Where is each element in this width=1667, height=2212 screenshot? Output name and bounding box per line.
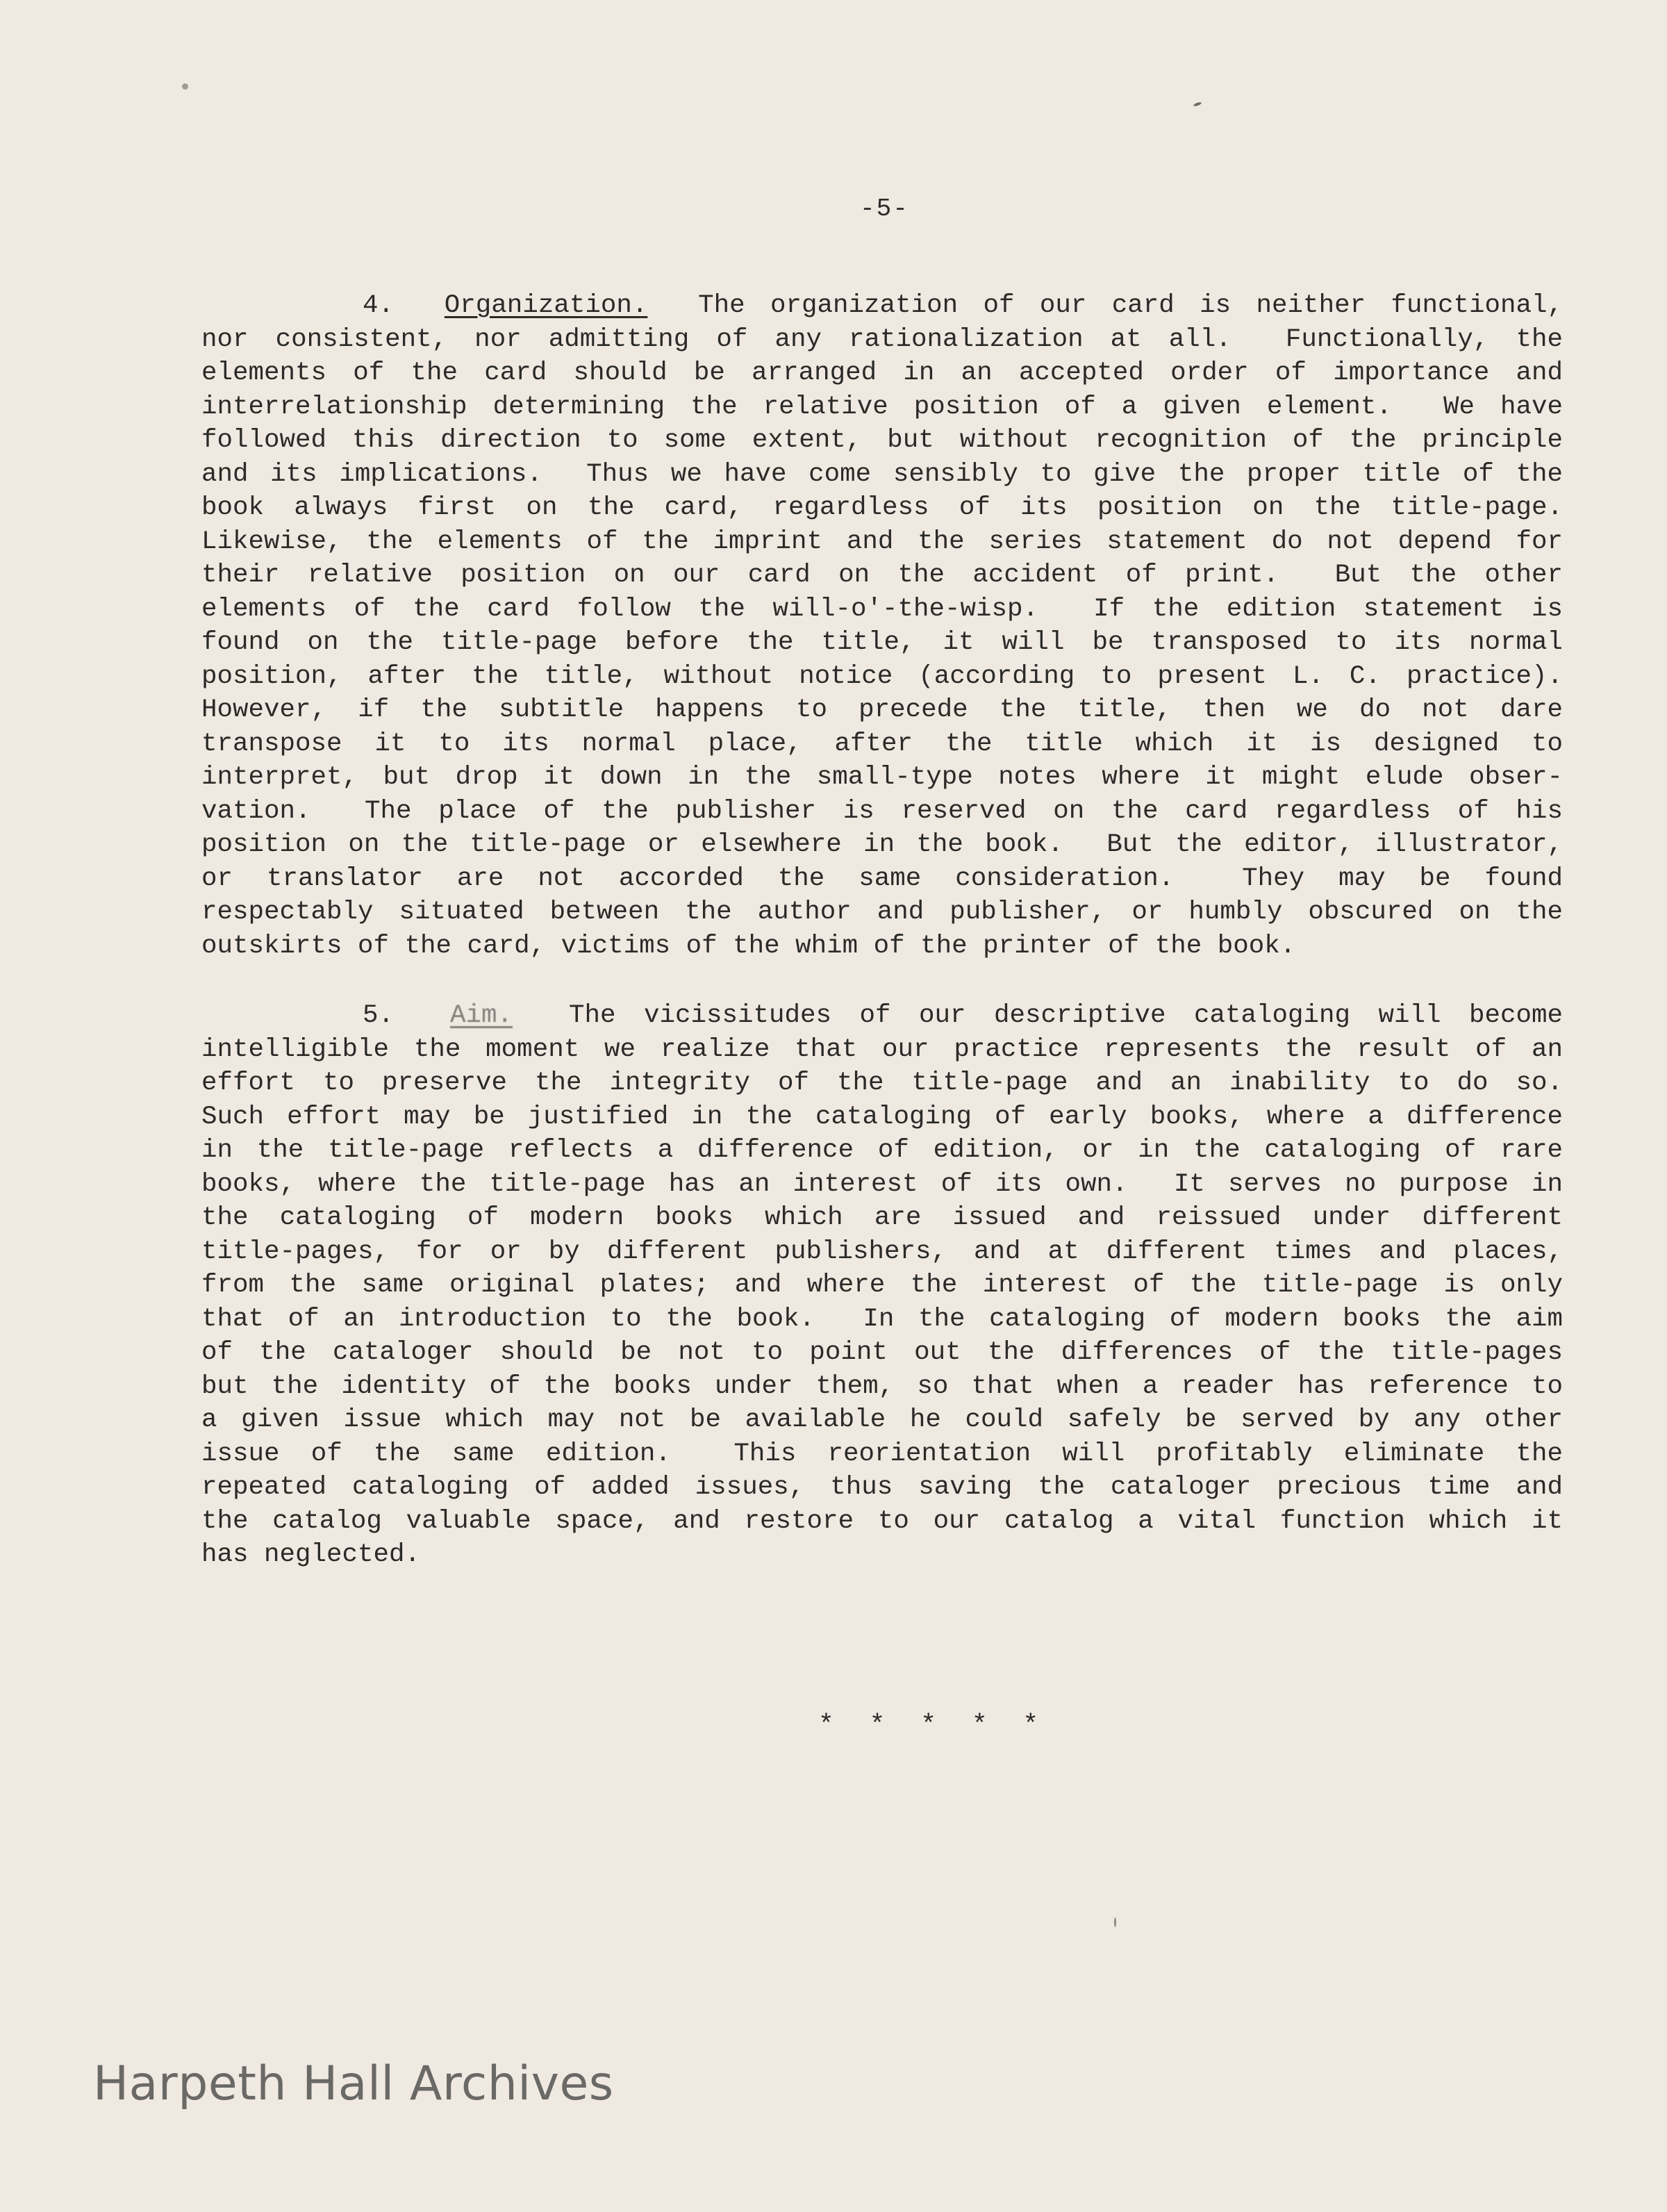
section-organization <box>201 289 1563 963</box>
section-number: 5. <box>363 1001 395 1030</box>
text-line: their relative position on our card on the accident of print. But the other <box>201 561 1563 590</box>
text-line: elements of the card should be arranged in an accepted order of importance and <box>201 358 1563 388</box>
text-line: a given issue which may not be available he could safely be served by any other <box>201 1405 1563 1435</box>
text-line: but the identity of the books under them, so that when a reader has reference to <box>201 1371 1563 1401</box>
paper-mark <box>1193 101 1202 107</box>
text-line: found on the title-page before the title, it will be transposed to its normal <box>201 628 1563 657</box>
section-separator: * * * * * <box>818 1710 1049 1740</box>
text-line: respectably situated between the author and publisher, or humbly obscured on the <box>201 898 1563 927</box>
text-line: nor consistent, nor admitting of any rationalization at all. Functionally, the <box>201 324 1563 354</box>
text-line: the cataloging of modern books which are issued and reissued under different <box>201 1203 1563 1232</box>
text-line: book always first on the card, regardless of its position on the title-page. <box>201 493 1563 522</box>
text-line: in the title-page reflects a difference of edition, or in the cataloging of rare <box>201 1136 1563 1165</box>
text-line: of the cataloger should be not to point out the differences of the title-pages <box>201 1338 1563 1367</box>
text-line: the catalog valuable space, and restore to our catalog a vital function which it <box>201 1506 1563 1536</box>
archive-watermark: Harpeth Hall Archives <box>93 2056 614 2111</box>
text-line: interpret, but drop it down in the small-type notes where it might elude obser- <box>201 763 1563 792</box>
text-line: interrelationship determining the relative position of a given element. We have <box>201 392 1563 422</box>
text-line: position, after the title, without notice (according to present L. C. practice). <box>201 661 1563 691</box>
text-line: followed this direction to some extent, but without recognition of the principle <box>201 426 1563 455</box>
page-number: -5- <box>860 195 909 223</box>
text-line: Likewise, the elements of the imprint and the series statement do not depend for <box>201 527 1563 556</box>
section-heading: Organization. <box>444 291 648 320</box>
text-line: issue of the same edition. This reorientation will profitably eliminate the <box>201 1439 1563 1469</box>
text-line: elements of the card follow the will-o'-the-wisp. If the edition statement is <box>201 594 1563 624</box>
text-line: The organization of our card is neither functional, <box>698 291 1564 320</box>
text-line: Such effort may be justified in the cataloging of early books, where a difference <box>201 1102 1563 1132</box>
text-line: has neglected. <box>201 1540 421 1569</box>
text-line: title-pages, for or by different publishers, and at different times and places, <box>201 1237 1563 1266</box>
text-line: effort to preserve the integrity of the title-page and an inability to do so. <box>201 1068 1563 1098</box>
text-line: vation. The place of the publisher is reserved on the card regardless of his <box>201 796 1563 826</box>
paragraph-first-line <box>201 289 1563 323</box>
text-line: repeated cataloging of added issues, thus saving the cataloger precious time and <box>201 1473 1563 1502</box>
text-line: However, if the subtitle happens to precede the title, then we do not dare <box>201 695 1563 725</box>
paper-mark <box>1114 1917 1116 1927</box>
section-heading: Aim. <box>449 1001 513 1030</box>
text-line: that of an introduction to the book. In the cataloging of modern books the aim <box>201 1304 1563 1334</box>
text-line: transpose it to its normal place, after the title which it is designed to <box>201 729 1563 759</box>
text-line: and its implications. Thus we have come sensibly to give the proper title of the <box>201 459 1563 489</box>
text-line: from the same original plates; and where the interest of the title-page is only <box>201 1271 1563 1300</box>
section-aim <box>201 999 1563 1572</box>
text-line: The vicissitudes of our descriptive cataloging will become <box>568 1001 1564 1030</box>
paper-speck <box>182 83 188 90</box>
text-line: books, where the title-page has an interest of its own. It serves no purpose in <box>201 1169 1563 1199</box>
text-line: outskirts of the card, victims of the whim of the printer of the book. <box>201 931 1296 961</box>
section-number: 4. <box>363 291 395 320</box>
text-line: or translator are not accorded the same consideration. They may be found <box>201 864 1563 893</box>
text-line: intelligible the moment we realize that our practice represents the result of an <box>201 1034 1563 1064</box>
paragraph-first-line <box>201 999 1563 1033</box>
text-line: position on the title-page or elsewhere in the book. But the editor, illustrator, <box>201 830 1563 859</box>
